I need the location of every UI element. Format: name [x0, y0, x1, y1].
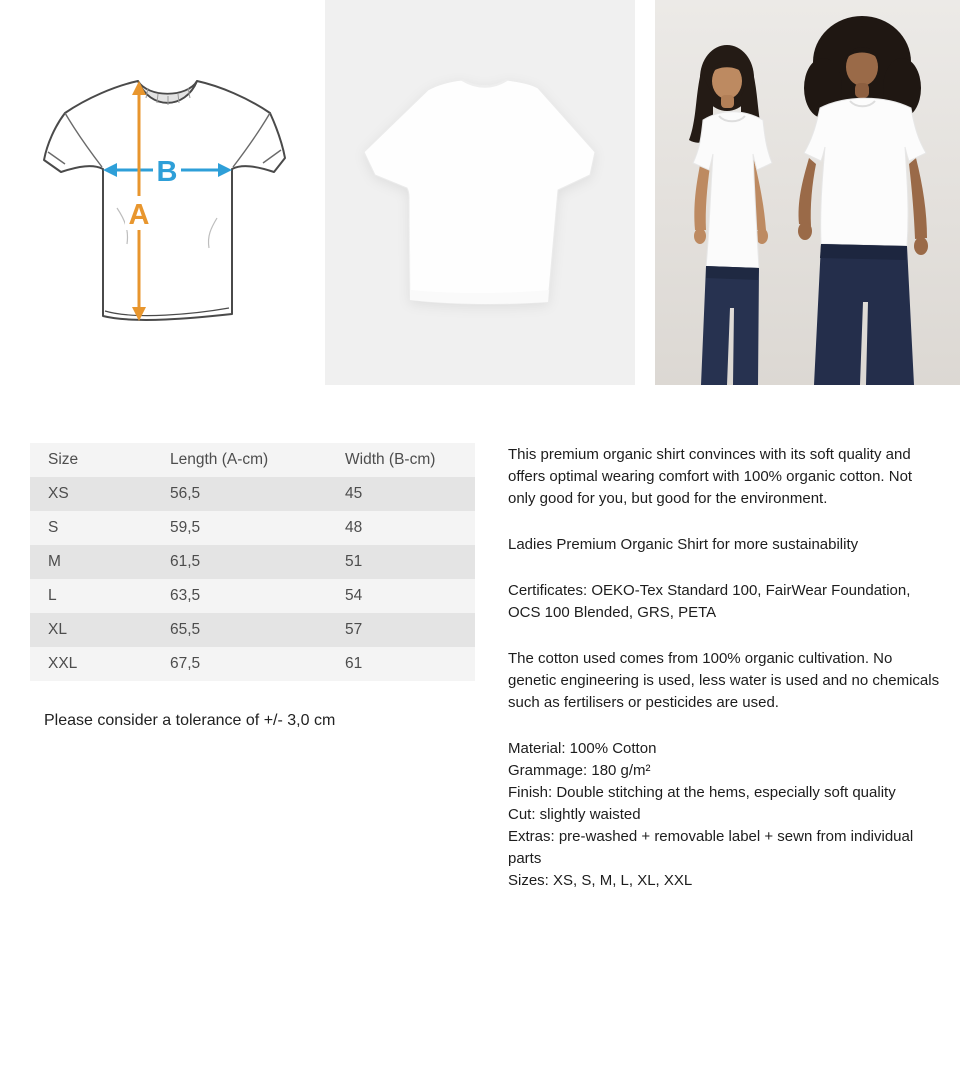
spec-finish: Finish: Double stitching at the hems, especially soft quality: [508, 784, 896, 801]
column-header-size: Size: [48, 451, 79, 468]
table-row-xs: [30, 477, 475, 511]
product-flat-image: [325, 0, 635, 385]
cell-size: M: [48, 553, 61, 570]
models-photo-graphic: [655, 0, 960, 385]
table-row-s: [30, 511, 475, 545]
spec-sizes: Sizes: XS, S, M, L, XL, XXL: [508, 872, 693, 889]
cell-length: 65,5: [170, 621, 201, 638]
cell-size: XS: [48, 485, 69, 502]
measurement-diagram: [35, 68, 290, 358]
table-row-m: [30, 545, 475, 579]
cell-width: 54: [345, 587, 363, 604]
column-header-length: Length (A-cm): [170, 451, 269, 468]
spec-grammage: Grammage: 180 g/m²: [508, 762, 651, 779]
cell-length: 56,5: [170, 485, 201, 502]
product-description: [508, 444, 943, 892]
size-table: [30, 443, 475, 681]
width-label: B: [156, 156, 178, 188]
cell-length: 61,5: [170, 553, 201, 570]
spec-cut: Cut: slightly waisted: [508, 806, 641, 823]
cell-width: 48: [345, 519, 363, 536]
cell-size: XL: [48, 621, 67, 638]
product-specs: [508, 738, 943, 892]
table-row-xxl: [30, 647, 475, 681]
tshirt-measurement-drawing: [35, 68, 290, 358]
cell-length: 67,5: [170, 655, 201, 672]
tolerance-note: Please consider a tolerance of +/- 3,0 cm: [44, 712, 336, 729]
cell-length: 59,5: [170, 519, 201, 536]
length-label: A: [128, 199, 150, 231]
cell-size: L: [48, 587, 57, 604]
description-tagline: Ladies Premium Organic Shirt for more sustainability: [508, 536, 859, 553]
cell-width: 51: [345, 553, 363, 570]
cell-width: 57: [345, 621, 363, 638]
description-intro: This premium organic shirt convinces with its soft quality and offers optimal wearing comfort with 100% organic cotton. Not only good for you, but good for the environment.: [508, 446, 913, 507]
description-cotton: The cotton used comes from 100% organic cultivation. No genetic engineering is used, less water is used and no chemicals such as fertilisers or pesticides are used.: [508, 650, 940, 711]
table-row-l: [30, 579, 475, 613]
tshirt-outline: [44, 81, 285, 320]
cell-size: S: [48, 519, 59, 536]
flat-tshirt-shape: [364, 80, 595, 304]
cell-width: 61: [345, 655, 363, 672]
cell-length: 63,5: [170, 587, 201, 604]
spec-material: Material: 100% Cotton: [508, 740, 657, 757]
cell-size: XXL: [48, 655, 78, 672]
size-table-header-row: [30, 443, 475, 477]
models-photo: [655, 0, 960, 385]
table-row-xl: [30, 613, 475, 647]
cell-width: 45: [345, 485, 363, 502]
description-certificates: Certificates: OEKO-Tex Standard 100, FairWear Foundation, OCS 100 Blended, GRS, PETA: [508, 582, 911, 621]
spec-extras: Extras: pre-washed + removable label + sewn from individual parts: [508, 828, 914, 867]
flat-tshirt-graphic: [325, 0, 635, 385]
column-header-width: Width (B-cm): [345, 451, 436, 468]
